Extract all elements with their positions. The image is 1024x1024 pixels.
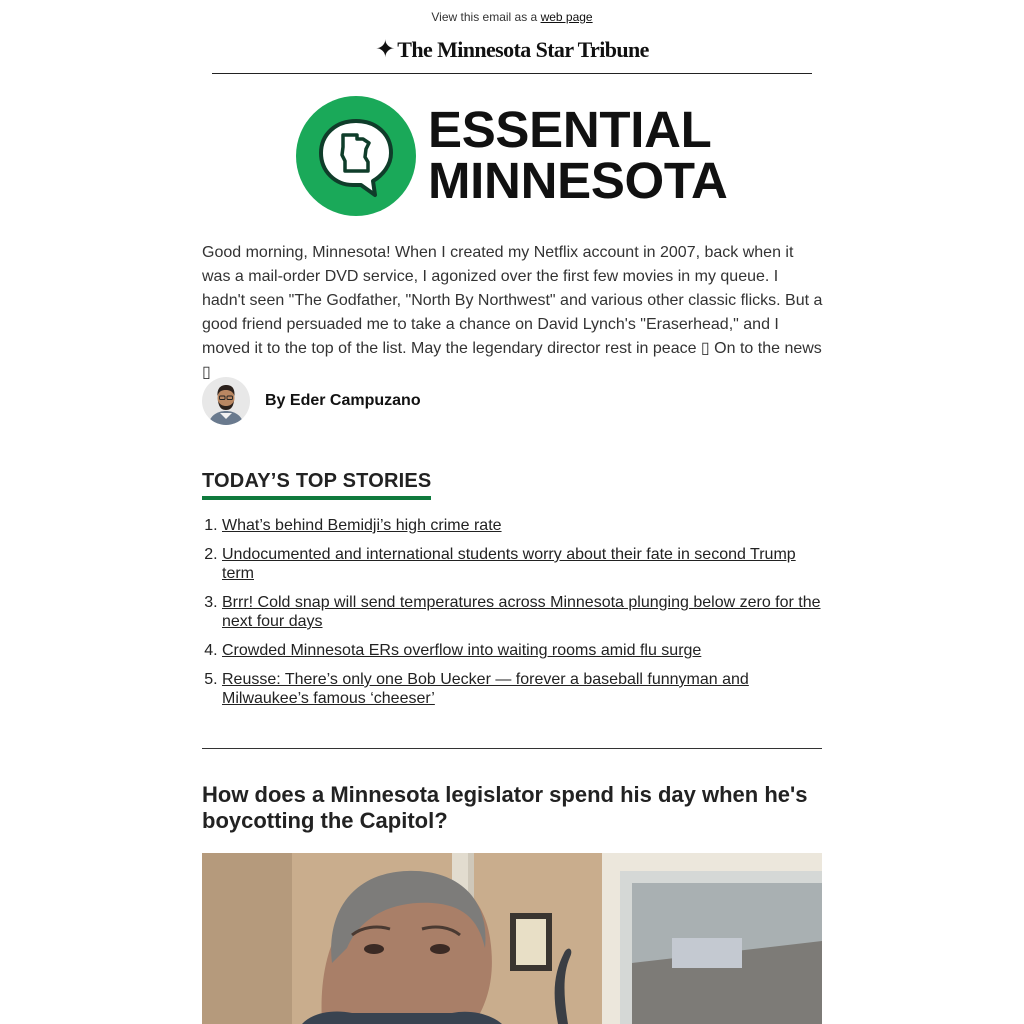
preheader bbox=[0, 10, 1024, 24]
story-link[interactable]: Undocumented and international students worry about their fate in second Trump term bbox=[222, 546, 796, 582]
masthead-divider bbox=[212, 73, 812, 74]
top-stories-list bbox=[202, 516, 824, 718]
masthead-brand: The Minnesota Star Tribune bbox=[397, 37, 649, 62]
story-link[interactable]: Reusse: There’s only one Bob Uecker — forever a baseball funnyman and Milwaukee’s famous ‘cheeser’ bbox=[222, 671, 749, 707]
minnesota-chat-bubble-icon bbox=[295, 95, 417, 217]
star-tribune-logo-icon: ✦ bbox=[375, 36, 396, 63]
top-stories-heading: TODAY’S TOP STORIES bbox=[202, 470, 431, 500]
byline bbox=[202, 377, 421, 425]
masthead[interactable] bbox=[212, 36, 812, 64]
article-photo[interactable] bbox=[202, 853, 822, 1024]
newsletter-title bbox=[428, 101, 728, 209]
story-link[interactable]: Crowded Minnesota ERs overflow into waiting rooms amid flu surge bbox=[222, 642, 702, 659]
list-item bbox=[222, 593, 824, 631]
list-item bbox=[222, 670, 824, 708]
author-avatar bbox=[202, 377, 250, 425]
list-item bbox=[222, 641, 824, 660]
newsletter-title-line2: MINNESOTA bbox=[428, 152, 728, 209]
story-link[interactable]: Brrr! Cold snap will send temperatures across Minnesota plunging below zero for the next four days bbox=[222, 594, 821, 630]
section-divider bbox=[202, 748, 822, 749]
article-headline[interactable]: How does a Minnesota legislator spend his day when he's boycotting the Capitol? bbox=[202, 782, 808, 833]
intro-paragraph: Good morning, Minnesota! When I created my Netflix account in 2007, back when it was a mail-order DVD service, I agonized over the first few movies in my queue. I hadn't seen "The Godfather, "North By Northwest" and various other classic flicks. But a good friend persuaded me to take a chance on David Lynch's "Eraserhead," and I moved it to the top of the list. May the legendary director rest in peace ▯ On to the news ▯ bbox=[202, 244, 823, 381]
author-name: By Eder Campuzano bbox=[265, 392, 421, 409]
list-item bbox=[222, 545, 824, 583]
list-item bbox=[222, 516, 824, 535]
preheader-text: View this email as a bbox=[431, 10, 538, 24]
story-link[interactable]: What’s behind Bemidji’s high crime rate bbox=[222, 517, 502, 534]
newsletter-title-line1: ESSENTIAL bbox=[428, 101, 712, 158]
web-page-link[interactable]: web page bbox=[540, 10, 593, 24]
